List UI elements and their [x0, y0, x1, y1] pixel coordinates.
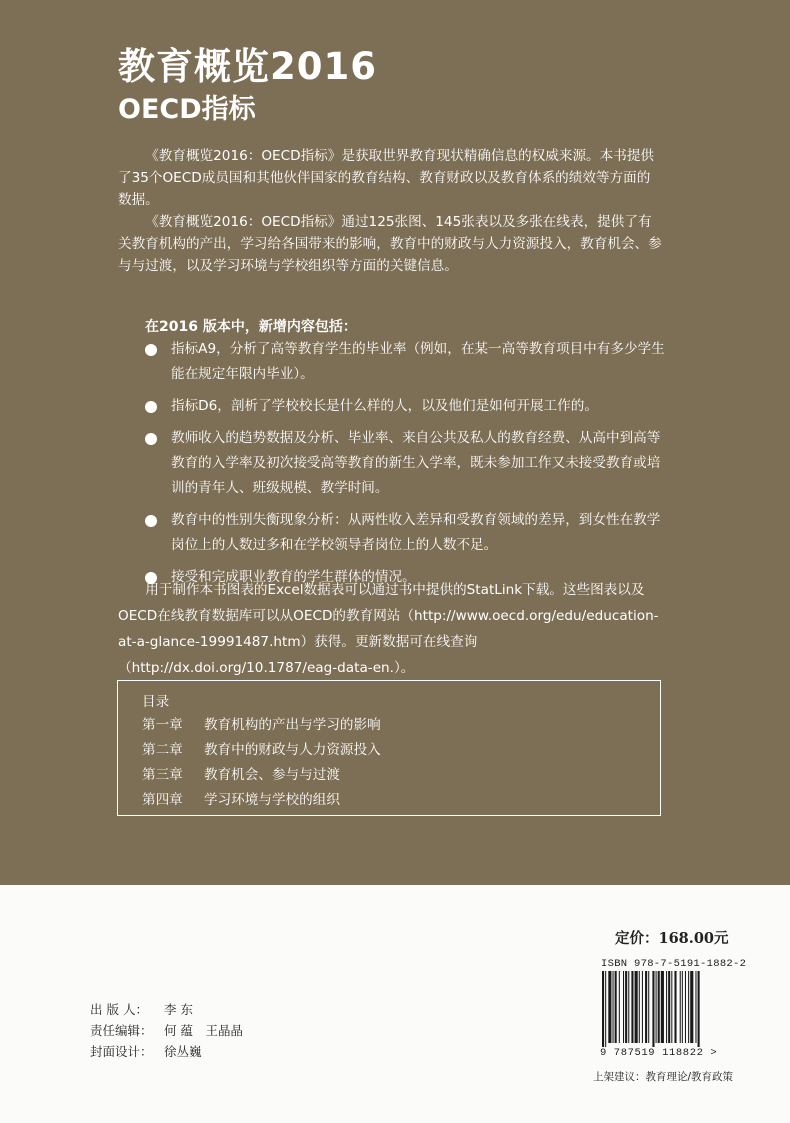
barcode-bar — [642, 971, 643, 1043]
isbn-label: ISBN 978-7-5191-1882-2 — [601, 958, 747, 970]
toc-heading: 目录 — [142, 694, 170, 710]
toc-list — [142, 713, 381, 813]
barcode-bar — [615, 971, 617, 1043]
list-item-text: 指标D6，剖析了学校校长是什么样的人，以及他们是如何开展工作的。 — [171, 398, 598, 414]
bullet-icon — [145, 433, 157, 445]
bullet-icon — [145, 344, 157, 356]
barcode-bar — [674, 971, 676, 1043]
barcode-bar — [656, 971, 657, 1043]
barcode-bar — [668, 971, 670, 1043]
barcode-bar — [619, 971, 620, 1043]
new-content-heading: 在2016 版本中，新增内容包括： — [145, 319, 357, 335]
credit-name: 徐丛巍 — [164, 1044, 202, 1059]
credit-row — [90, 1020, 243, 1041]
new-content-list — [145, 337, 670, 597]
barcode-bar — [666, 971, 667, 1043]
barcode-bar — [639, 971, 640, 1043]
barcode-bar — [682, 971, 683, 1043]
intro-paragraph: 《教育概览2016：OECD指标》通过125张图、145张表以及多张在线表，提供了有关教育机构的产出，学习给各国带来的影响，教育中的财政与人力资源投入，教育机会、参与与过渡，以及学习环境与学校组织等方面的关键信息。 — [118, 214, 662, 274]
table-of-contents — [117, 680, 661, 816]
barcode-bar — [608, 971, 611, 1043]
bullet-icon — [145, 401, 157, 413]
toc-item — [142, 738, 381, 763]
list-item-text: 教育中的性别失衡现象分析：从两性收入差异和受教育领域的差异，到女性在教学岗位上的人数过多和在学校领导者岗位上的人数不足。 — [171, 512, 661, 553]
statlink-paragraph: 用于制作本书图表的Excel数据表可以通过书中提供的StatLink下载。这些图表以及OECD在线教育数据库可以从OECD的教育网站（http://www.oecd.org/edu/education-at-a-glance-19991487.htm）获得。更新数据可在线查询（http://dx.doi.org/10.1787/eag-data-en.）。 — [118, 582, 659, 676]
barcode-bar — [671, 971, 672, 1043]
shelving-suggestion: 上架建议：教育理论/教育政策 — [593, 1071, 734, 1083]
list-item-text: 教师收入的趋势数据及分析、毕业率、来自公共及私人的教育经费、从高中到高等教育的入学率及初次接受高等教育的新生入学率，既未参加工作又未接受教育或培训的青年人、班级规模、教学时间。 — [171, 430, 661, 496]
barcode-bar — [613, 971, 614, 1043]
toc-item — [142, 763, 381, 788]
barcode-digits: 9 787519 118822 > — [600, 1047, 718, 1059]
toc-title: 学习环境与学校的组织 — [204, 792, 340, 808]
list-item — [145, 394, 670, 419]
toc-title: 教育机构的产出与学习的影响 — [204, 717, 381, 733]
barcode-bar — [631, 971, 633, 1043]
barcode-bar — [658, 971, 660, 1043]
barcode-bar — [605, 971, 606, 1047]
barcode-bar — [625, 971, 627, 1043]
toc-chapter: 第四章 — [142, 792, 183, 808]
credit-row — [90, 999, 243, 1020]
intro-paragraph: 《教育概览2016：OECD指标》是获取世界教育现状精确信息的权威来源。本书提供了35个OECD成员国和其他伙伴国家的教育结构、教育财政以及教育体系的绩效等方面的数据。 — [118, 148, 655, 208]
barcode-bar — [685, 971, 686, 1043]
toc-chapter: 第三章 — [142, 767, 183, 783]
barcode-bar — [661, 971, 664, 1043]
credit-role: 出 版 人： — [90, 1002, 148, 1017]
barcode-bar — [652, 971, 654, 1047]
barcode-icon — [600, 971, 738, 1047]
toc-item — [142, 713, 381, 738]
list-item — [145, 508, 670, 558]
barcode-bar — [628, 971, 629, 1043]
credit-role: 封面设计： — [90, 1044, 153, 1059]
toc-item — [142, 788, 381, 813]
barcode-bar — [648, 971, 649, 1043]
barcode-bar — [690, 971, 693, 1043]
credits-list — [90, 999, 243, 1062]
book-title: 教育概览2016 — [118, 45, 377, 88]
barcode-bar — [635, 971, 638, 1043]
intro-text — [118, 145, 663, 277]
list-item-text: 指标A9，分析了高等教育学生的毕业率（例如，在某一高等教育项目中有多少学生能在规定年限内毕业）。 — [171, 341, 665, 382]
credit-row — [90, 1041, 243, 1062]
credit-role: 责任编辑： — [90, 1023, 153, 1038]
toc-chapter: 第二章 — [142, 742, 183, 758]
barcode-bar — [698, 971, 700, 1047]
toc-title: 教育中的财政与人力资源投入 — [204, 742, 381, 758]
list-item — [145, 426, 670, 501]
barcode-bar — [645, 971, 647, 1043]
barcode-bar — [688, 971, 689, 1043]
barcode-bar — [680, 971, 681, 1043]
toc-title: 教育机会、参与与过渡 — [204, 767, 340, 783]
list-item — [145, 337, 670, 387]
barcode-bar — [695, 971, 696, 1043]
bullet-icon — [145, 515, 157, 527]
barcode-bar — [623, 971, 624, 1043]
barcode-bar — [602, 971, 604, 1047]
book-subtitle: OECD指标 — [118, 94, 256, 125]
credit-name: 何 蕴 王晶晶 — [164, 1023, 243, 1038]
list-item-text: 接受和完成职业教育的学生群体的情况。 — [171, 569, 416, 585]
price-label: 定价：168.00元 — [615, 930, 729, 947]
credit-name: 李 东 — [164, 1002, 193, 1017]
toc-chapter: 第一章 — [142, 717, 183, 733]
